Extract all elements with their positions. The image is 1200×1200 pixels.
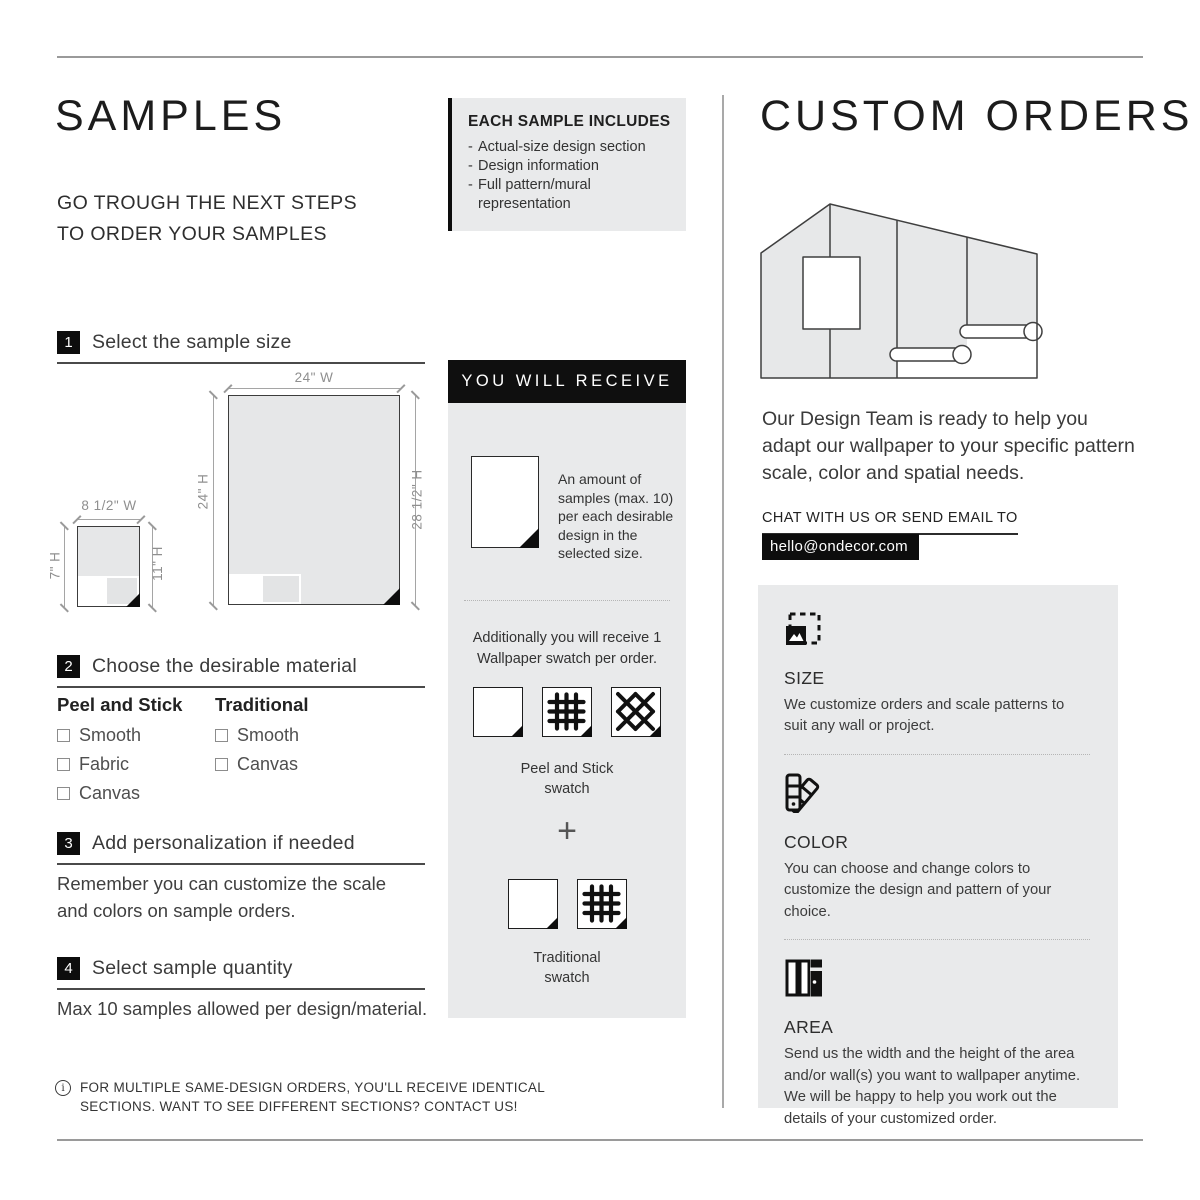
step-4-note: Max 10 samples allowed per design/material. [57,998,428,1019]
peel-swatch-label [448,759,686,800]
peel-label-line1: Peel and Stick [520,761,614,777]
dotted-divider [784,939,1090,940]
traditional-swatch-label [448,948,686,989]
bottom-rule [57,1139,1143,1141]
option-trad-canvas[interactable] [215,754,309,775]
step-3-header [57,832,425,865]
sample-size-diagram [40,368,440,618]
feature-color-title: COLOR [784,831,849,852]
small-width-dim-line [77,519,140,520]
wall-panels-icon [784,958,824,998]
peel-label-line2: swatch [544,781,590,798]
crosshatch-swatch-icon [611,687,661,737]
large-width-label: 24" W [294,370,334,385]
checkbox[interactable] [215,758,228,771]
step-2-header [57,655,425,688]
option-peel-fabric[interactable] [57,754,182,775]
email-badge[interactable]: hello@ondecor.com [762,534,919,560]
small-width-label: 8 1/2" W [81,498,137,513]
step-3-note: Remember you can customize the scale and colors on sample orders. [57,873,387,921]
large-sample-inner [263,576,299,602]
step-1-badge: 1 [57,331,80,354]
swatch-fold-corner [546,917,558,929]
info-icon: i [55,1080,71,1096]
step-4-header [57,957,425,990]
checkbox[interactable] [57,758,70,771]
large-sample-rect [228,395,400,605]
step-2-label: Choose the desirable material [92,655,357,677]
step-1-header [57,331,425,364]
sample-page-icon [471,456,539,548]
step-2-badge: 2 [57,655,80,678]
option-peel-canvas[interactable] [57,783,182,804]
page-fold-corner [519,528,539,548]
additional-text: Additionally you will receive 1 Wallpaper swatch per order. [472,630,662,668]
wallpaper-wall-illustration [760,183,1060,398]
samples-intro [57,188,357,250]
feature-size [784,611,1090,755]
step-3-badge: 3 [57,832,80,855]
crop-image-icon [784,611,822,649]
large-fold-corner [383,588,400,605]
large-sample-section [229,574,301,604]
plus-sign: + [557,812,577,850]
large-right-height-label: 28 1/2" H [409,469,425,530]
custom-features-box [758,585,1118,1127]
column-divider [722,95,724,1108]
small-fold-corner [126,593,140,607]
color-swatches-icon [784,773,826,813]
step-3-label: Add personalization if needed [92,832,355,854]
small-sample-rect [77,526,140,607]
samples-intro-line1: GO TROUGH THE NEXT STEPS [57,192,357,214]
swatch-fold-corner [615,917,627,929]
feature-area-text: Send us the width and the height of the area and/or wall(s) you want to wallpaper anytime. We will be happy to help you work out the details of your customized order. [784,1046,1081,1127]
checkbox[interactable] [57,787,70,800]
includes-item: - Full pattern/mural representation [468,176,672,214]
blank-swatch-icon [508,879,558,929]
checkbox[interactable] [57,729,70,742]
dotted-divider [464,600,670,601]
option-trad-smooth[interactable] [215,725,309,746]
dotted-divider [784,754,1090,755]
chat-with-us-label: CHAT WITH US OR SEND EMAIL TO [762,510,1018,535]
option-label: Canvas [237,754,299,774]
top-rule [57,56,1143,58]
large-width-dim-line [228,388,400,389]
receive-samples-text: An amount of samples (max. 10) per each desirable design in the selected size. [558,471,674,562]
includes-item: - Design information [468,157,672,176]
feature-area-title: AREA [784,1017,834,1038]
peel-swatch-row [448,687,686,737]
option-label: Canvas [79,783,141,803]
option-label: Smooth [237,725,300,745]
peel-and-stick-column [57,694,182,812]
traditional-swatch-row [448,879,686,929]
traditional-title: Traditional [215,694,309,715]
includes-item: - Actual-size design section [468,138,672,157]
feature-size-title: SIZE [784,668,825,688]
peel-and-stick-title: Peel and Stick [57,694,183,715]
step-4-badge: 4 [57,957,80,980]
checkbox[interactable] [215,729,228,742]
you-will-receive-panel [448,360,686,1018]
grid-swatch-icon [577,879,627,929]
includes-title: EACH SAMPLE INCLUDES [468,113,671,130]
custom-orders-title: CUSTOM ORDERS [760,92,1194,140]
blank-swatch-icon [473,687,523,737]
option-label: Fabric [79,754,130,774]
swatch-fold-corner [649,725,661,737]
custom-orders-intro: Our Design Team is ready to help you adapt our wallpaper to your specific pattern scale, color and spatial needs. [762,408,1135,484]
large-left-dim-line [213,395,214,605]
receive-banner: YOU WILL RECEIVE [448,360,686,403]
traditional-column [215,694,309,783]
small-left-dim-line [64,526,65,607]
option-peel-smooth[interactable] [57,725,182,746]
samples-intro-line2: TO ORDER YOUR SAMPLES [57,223,327,246]
each-sample-includes-box [448,98,686,231]
feature-area [784,958,1090,1130]
swatch-fold-corner [511,725,523,737]
traditional-label-line2: swatch [544,970,590,987]
samples-title: SAMPLES [55,92,287,140]
feature-color [784,773,1090,940]
footnote [55,1079,545,1117]
grid-swatch-icon [542,687,592,737]
small-left-height-label: 7" H [47,551,63,580]
feature-color-text: You can choose and change colors to customize the design and pattern of your choice. [784,860,1052,920]
feature-size-text: We customize orders and scale patterns to suit any wall or project. [784,697,1065,735]
small-right-height-label: 11" H [149,546,165,581]
option-label: Smooth [79,725,142,745]
swatch-fold-corner [580,725,592,737]
step-1-label: Select the sample size [92,331,292,353]
footnote-text: FOR MULTIPLE SAME-DESIGN ORDERS, YOU'LL RECEIVE IDENTICAL SECTIONS. WANT TO SEE DIFFERENT SECTIONS? CONTACT US! [80,1080,545,1114]
step-4-label: Select sample quantity [92,957,293,979]
traditional-label-line1: Traditional [533,950,601,966]
large-left-height-label: 24" H [195,473,211,510]
